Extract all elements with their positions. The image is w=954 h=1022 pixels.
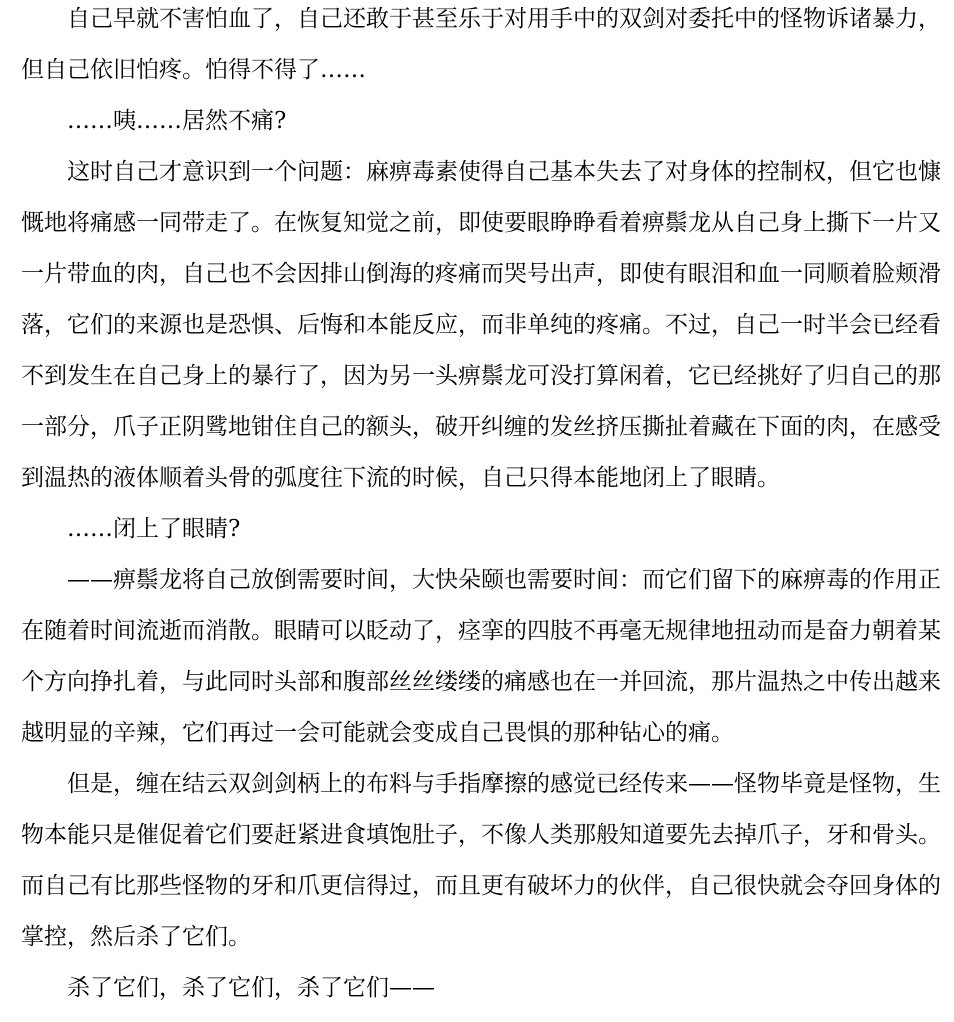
text-line: 一部分，爪子正阴骘地钳住自己的额头，破开纠缠的发丝挤压撕扯着藏在下面的肉，在感受 (21, 414, 941, 440)
text-line: 而自己有比那些怪物的牙和爪更信得过，而且更有破坏力的伙伴，自己很快就会夺回身体的 (21, 873, 941, 899)
text-line: 不到发生在自己身上的暴行了，因为另一头痹鬃龙可没打算闲着，它已经挑好了归自己的那 (21, 363, 941, 389)
text-line: 掌控，然后杀了它们。 (21, 924, 251, 950)
text-line: 这时自己才意识到一个问题：麻痹毒素使得自己基本失去了对身体的控制权，但它也慷 (21, 159, 941, 185)
text-line: 个方向挣扎着，与此同时头部和腹部丝丝缕缕的痛感也在一并回流，那片温热之中传出越来 (21, 669, 941, 695)
text-line: 到温热的液体顺着头骨的弧度往下流的时候，自己只得本能地闭上了眼睛。 (21, 465, 780, 491)
text-line: 一片带血的肉，自己也不会因排山倒海的疼痛而哭号出声，即使有眼泪和血一同顺着脸颊滑 (21, 261, 941, 287)
text-line: 物本能只是催促着它们要赶紧进食填饱肚子，不像人类那般知道要先去掉爪子，牙和骨头。 (21, 822, 941, 848)
text-line: 但是，缠在结云双剑剑柄上的布料与手指摩擦的感觉已经传来——怪物毕竟是怪物，生 (21, 771, 941, 797)
text-line: 杀了它们，杀了它们，杀了它们—— (21, 975, 435, 1001)
text-line: 越明显的辛辣，它们再过一会可能就会变成自己畏惧的那种钻心的痛。 (21, 720, 734, 746)
text-line: ……闭上了眼睛? (21, 516, 241, 542)
text-line: 自己早就不害怕血了，自己还敢于甚至乐于对用手中的双剑对委托中的怪物诉诸暴力， (21, 6, 941, 32)
text-line: 慨地将痛感一同带走了。在恢复知觉之前，即使要眼睁睁看着痹鬃龙从自己身上撕下一片又 (21, 210, 941, 236)
text-line: 落，它们的来源也是恐惧、后悔和本能反应，而非单纯的疼痛。不过，自己一时半会已经看 (21, 312, 941, 338)
text-line: ……咦……居然不痛? (21, 108, 287, 134)
text-line: 在随着时间流逝而消散。眼睛可以眨动了，痉挛的四肢不再毫无规律地扭动而是奋力朝着某 (21, 618, 941, 644)
text-line: ——痹鬃龙将自己放倒需要时间，大快朵颐也需要时间：而它们留下的麻痹毒的作用正 (21, 567, 941, 593)
text-line: 但自己依旧怕疼。怕得不得了…… (21, 57, 366, 83)
